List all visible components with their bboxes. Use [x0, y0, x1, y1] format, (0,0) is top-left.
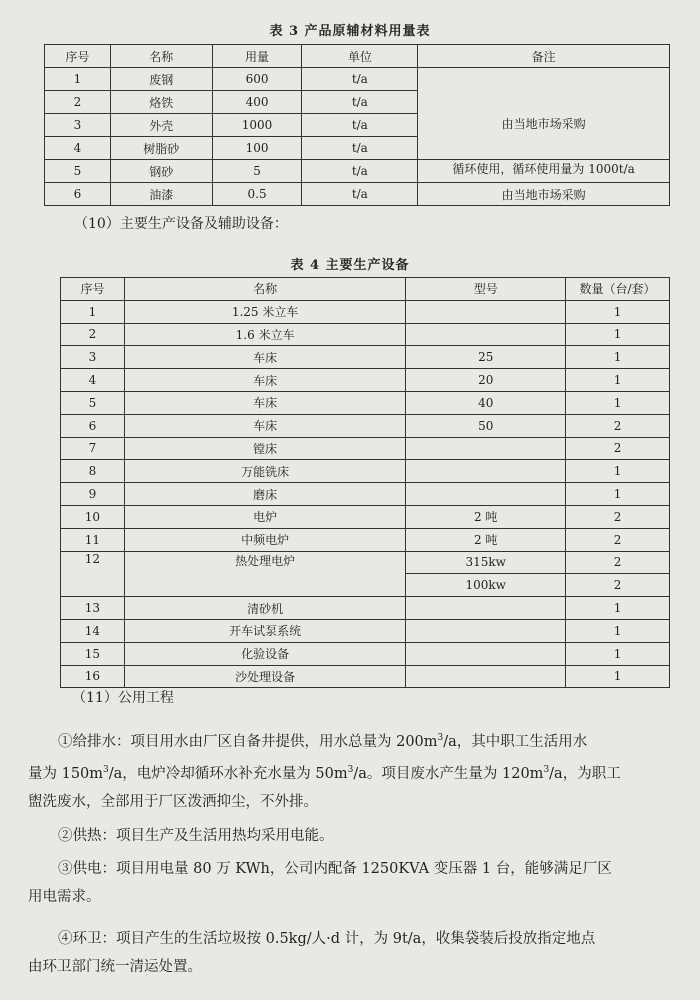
table-row	[61, 665, 670, 688]
sanitation-line-1: ④环卫：项目产生的生活垃圾按 0.5kg/人·d 计，为 9t/a，收集袋装后投放指定地点	[58, 931, 596, 947]
text-span: /a，其中职工生活用水	[443, 733, 588, 750]
cell-no: 4	[45, 137, 111, 160]
cell-no: 7	[61, 437, 125, 460]
table3-caption: 表 3 产品原辅材料用量表	[269, 24, 431, 39]
cell-qty: 1	[566, 346, 670, 369]
header-cell: 数量（台/套）	[566, 278, 670, 301]
sanitation-line-2: 由环卫部门统一清运处置。	[28, 959, 202, 975]
heating-paragraph: ②供热：项目生产及生活用热均采用电能。	[58, 828, 334, 844]
cell-model	[406, 597, 566, 620]
cell-no: 3	[45, 114, 111, 137]
cell-unit: t/a	[302, 91, 418, 114]
water-line-1	[58, 724, 698, 756]
cell-name: 树脂砂	[110, 137, 212, 160]
cell-qty: 1	[566, 460, 670, 483]
cell-unit: t/a	[302, 137, 418, 160]
table-row	[61, 346, 670, 369]
table4-caption: 表 4 主要生产设备	[290, 258, 410, 273]
cell-remark: 由当地市场采购	[418, 183, 670, 206]
cell-name: 钢砂	[110, 160, 212, 183]
cell-no: 6	[45, 183, 111, 206]
cell-no: 2	[61, 323, 125, 346]
cell-qty: 2	[566, 551, 670, 574]
table-row	[61, 460, 670, 483]
cell-amount: 1000	[212, 114, 302, 137]
cell-no: 5	[45, 160, 111, 183]
cell-qty: 2	[566, 437, 670, 460]
cell-no: 4	[61, 369, 125, 392]
cell-unit: t/a	[302, 114, 418, 137]
cell-model	[406, 642, 566, 665]
cell-qty: 2	[566, 414, 670, 437]
cell-qty: 2	[566, 505, 670, 528]
cell-remark: 循环使用，循环使用量为 1000t/a	[418, 160, 670, 183]
water-line-3: 盥洗废水，全部用于厂区泼洒抑尘，不外排。	[28, 793, 318, 810]
cell-qty: 1	[566, 391, 670, 414]
cell-qty: 2	[566, 574, 670, 597]
cell-model	[406, 460, 566, 483]
table-row	[61, 369, 670, 392]
cell-name: 热处理电炉	[124, 551, 405, 597]
cell-name: 中频电炉	[124, 528, 405, 551]
materials-table	[44, 44, 670, 206]
cell-model: 25	[406, 346, 566, 369]
power-line-2: 用电需求。	[28, 889, 101, 905]
cell-name: 沙处理设备	[124, 665, 405, 688]
cell-model: 2 吨	[406, 505, 566, 528]
text-span: /a，为职工	[549, 765, 621, 782]
cell-unit: t/a	[302, 183, 418, 206]
cell-model	[406, 437, 566, 460]
cell-unit: t/a	[302, 160, 418, 183]
cell-qty: 1	[566, 642, 670, 665]
header-cell: 用量	[212, 45, 302, 68]
cell-amount: 600	[212, 68, 302, 91]
cell-model	[406, 619, 566, 642]
table-row	[61, 391, 670, 414]
cell-name: 车床	[124, 369, 405, 392]
sanitation-paragraph	[28, 925, 698, 981]
text-span: /a。项目废水产生量为 120m	[353, 765, 544, 782]
table-row	[61, 528, 670, 551]
cell-no: 9	[61, 483, 125, 506]
header-cell: 备注	[418, 45, 670, 68]
section-10-heading: （10）主要生产设备及辅助设备：	[74, 216, 288, 232]
cell-model: 315kw	[406, 551, 566, 574]
table-row	[61, 437, 670, 460]
cell-name: 1.25 米立车	[124, 300, 405, 323]
cell-qty: 1	[566, 300, 670, 323]
superscript: 3	[103, 764, 109, 775]
text-span: /a，电炉冷却循环水补充水量为 50m	[108, 765, 348, 782]
cell-model	[406, 323, 566, 346]
cell-qty: 1	[566, 369, 670, 392]
cell-model: 40	[406, 391, 566, 414]
cell-name: 废钢	[110, 68, 212, 91]
cell-no: 2	[45, 91, 111, 114]
cell-no: 10	[61, 505, 125, 528]
cell-no: 14	[61, 619, 125, 642]
cell-model: 20	[406, 369, 566, 392]
water-paragraph	[28, 724, 698, 816]
cell-qty: 2	[566, 528, 670, 551]
cell-no: 16	[61, 665, 125, 688]
cell-no: 6	[61, 414, 125, 437]
cell-no: 1	[45, 68, 111, 91]
cell-no: 12	[61, 551, 125, 597]
cell-no: 3	[61, 346, 125, 369]
table-row	[61, 597, 670, 620]
cell-name: 清砂机	[124, 597, 405, 620]
text-span: ①给排水：项目用水由厂区自备井提供，用水总量为 200m	[58, 733, 438, 750]
table-row	[61, 619, 670, 642]
cell-name: 车床	[124, 391, 405, 414]
text-span: 量为 150m	[28, 765, 104, 782]
table-row	[61, 551, 670, 574]
header-cell: 名称	[124, 278, 405, 301]
cell-amount: 400	[212, 91, 302, 114]
table-header-row	[45, 45, 670, 68]
table-row	[61, 414, 670, 437]
table-row	[61, 642, 670, 665]
cell-no: 5	[61, 391, 125, 414]
header-cell: 单位	[302, 45, 418, 68]
cell-name: 化验设备	[124, 642, 405, 665]
cell-model: 100kw	[406, 574, 566, 597]
cell-model: 2 吨	[406, 528, 566, 551]
cell-name: 外壳	[110, 114, 212, 137]
superscript: 3	[437, 733, 444, 743]
power-paragraph	[28, 855, 698, 911]
cell-no: 8	[61, 460, 125, 483]
table-row	[61, 483, 670, 506]
cell-name: 车床	[124, 346, 405, 369]
cell-no: 1	[61, 300, 125, 323]
cell-qty: 1	[566, 619, 670, 642]
header-cell: 序号	[45, 45, 111, 68]
cell-no: 13	[61, 597, 125, 620]
cell-name: 万能铣床	[124, 460, 405, 483]
cell-no: 11	[61, 528, 125, 551]
table-row	[61, 505, 670, 528]
cell-name: 镗床	[124, 437, 405, 460]
header-cell: 型号	[406, 278, 566, 301]
cell-amount: 0.5	[212, 183, 302, 206]
water-line-2	[28, 756, 698, 788]
cell-model: 50	[406, 414, 566, 437]
cell-unit: t/a	[302, 68, 418, 91]
table-row	[45, 183, 670, 206]
cell-qty: 1	[566, 597, 670, 620]
cell-amount: 5	[212, 160, 302, 183]
cell-qty: 1	[566, 323, 670, 346]
cell-model	[406, 483, 566, 506]
cell-name: 1.6 米立车	[124, 323, 405, 346]
table-header-row	[61, 278, 670, 301]
table-row	[45, 68, 670, 91]
cell-amount: 100	[212, 137, 302, 160]
header-cell: 名称	[110, 45, 212, 68]
cell-name: 油漆	[110, 183, 212, 206]
header-cell: 序号	[61, 278, 125, 301]
equipment-table	[60, 277, 670, 688]
section-11-heading: （11）公用工程	[72, 690, 174, 706]
cell-model	[406, 665, 566, 688]
cell-name: 车床	[124, 414, 405, 437]
cell-model	[406, 300, 566, 323]
cell-qty: 1	[566, 665, 670, 688]
table-row	[61, 300, 670, 323]
table-row	[61, 323, 670, 346]
table-row	[45, 160, 670, 183]
cell-qty: 1	[566, 483, 670, 506]
superscript: 3	[543, 764, 550, 775]
cell-remark: 由当地市场采购	[418, 68, 670, 160]
cell-no: 15	[61, 642, 125, 665]
cell-name: 电炉	[124, 505, 405, 528]
power-line-1: ③供电：项目用电量 80 万 KWh，公司内配备 1250KVA 变压器 1 台，能够满足厂区	[58, 861, 612, 877]
cell-name: 开车试泵系统	[124, 619, 405, 642]
superscript: 3	[347, 764, 354, 775]
cell-name: 磨床	[124, 483, 405, 506]
cell-name: 烙铁	[110, 91, 212, 114]
